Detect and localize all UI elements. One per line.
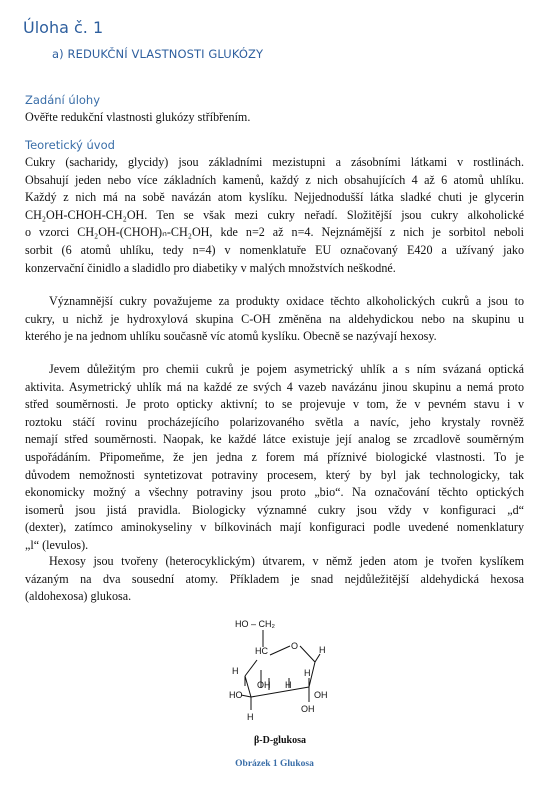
task-line: Ověřte redukční vlastnosti glukózy stříbřením.	[25, 110, 251, 124]
text-line: střed souměrnosti. Je proto opticky aktivní; to se projevuje v tom, že v pevném stavu i v	[25, 397, 524, 412]
text-line: nemají střed souměrnosti. Naopak, ke každé látce existuje její analog se zrcadlově souměrným	[25, 432, 524, 447]
structure-label: β-D-glukosa	[254, 735, 306, 746]
section-subtitle: a) REDUKČNÍ VLASTNOSTI GLUKÓZY	[52, 47, 264, 61]
theory-heading: Teoretický úvod	[25, 138, 115, 152]
text-line: uspořádáním. Připomeňme, že jen jedna z forem má příznivé biologické vlastnosti. To je	[25, 449, 524, 464]
text-line: Hexosy jsou tvořeny (heterocyklickým) útvarem, v němž jeden atom je tvořen kyslíkem	[49, 554, 524, 568]
text-line: konzervační činidlo a sladidlo pro diabetiky v malých množstvích neškodné.	[25, 260, 396, 275]
glucose-structure-figure	[225, 612, 335, 752]
task-heading: Zadání úlohy	[25, 93, 101, 107]
text-line: Významnější cukry považujeme za produkty oxidace těchto alkoholických cukrů a jsou to	[49, 294, 524, 308]
text-line: vázaným na dva sousední atomy. Příkladem je snad nejdůležitější aldehydická hexosa	[25, 571, 524, 586]
text-line: (aldohexosa) glukosa.	[25, 589, 132, 604]
atom-h-left: H	[232, 666, 239, 676]
theory-paragraph-4	[25, 553, 524, 606]
text-line: o vzorci CH₂OH-(CHOH)ₙ-CH₂OH, kde n=2 až n=4. Nejznámější z nich je sorbitol neboli	[25, 225, 524, 240]
atom-h-mid-right: H	[304, 668, 311, 678]
atom-hc: HC	[255, 646, 268, 656]
atom-oh-right: OH	[314, 690, 328, 700]
text-line: roztoku stáčí rovinu procházejícího polarizovaného světla a navíc, jeho krystaly rovněž	[25, 414, 524, 429]
atom-ho-ch2: HO – CH₂	[235, 619, 275, 629]
theory-paragraph-2	[25, 293, 524, 346]
text-line: Jevem důležitým pro chemii cukrů je pojem asymetrický uhlík a s ním svázaná optická	[49, 362, 524, 376]
atom-ho-left: HO	[229, 690, 243, 700]
text-line: isomerů jsou jistá pravidla. Biologicky významné cukry jsou vždy v konfiguraci „d“	[25, 502, 524, 517]
atom-h-bottom-left: H	[247, 712, 254, 722]
atom-h-top-right: H	[319, 645, 326, 655]
atom-h-inner: H	[285, 680, 292, 690]
atom-o-ring: O	[291, 641, 299, 651]
text-line: ekonomicky možný a všechny potraviny jsou proto „bio“. Na označování těchto optických	[25, 485, 524, 500]
text-line: „l“ (levulos).	[25, 537, 89, 552]
text-line: důvodem nemožnosti syntetizovat potraviny procesem, který by byl jak technologicky, tak	[25, 467, 524, 482]
text-line: sorbit (6 atomů uhlíku, tedy n=4) v nomenklatuře EU označovaný E420 a užívaný jako	[25, 242, 524, 257]
text-line: (dexter), zatímco aminokyseliny v bílkovinách mají konfiguraci podle uvedené nomenklatury	[25, 520, 524, 535]
text-line: Obsahují jeden nebo více základních kamenů, každý z nich obsahujících 4 až 6 atomů uhlíku.	[25, 172, 524, 187]
text-line: kterého je na jednom uhlíku současně víc atomů kyslíku. Obecně se nazývají hexosy.	[25, 329, 437, 344]
figure-caption: Obrázek 1 Glukosa	[235, 759, 314, 769]
atom-oh-bottom: OH	[301, 704, 315, 714]
text-line: Cukry (sacharidy, glycidy) jsou základními mezistupni a zásobními látkami v rostlinách.	[25, 155, 524, 169]
text-line: Každý z nich má na sobě navázán atom kyslíku. Nejjednodušší látka sladké chuti je glycerin	[25, 190, 524, 205]
text-line: CH₂OH-CHOH-CH₂OH. Ten se však mezi cukry neřadí. Složitější jsou cukry alkoholické	[25, 207, 524, 222]
task-text	[25, 109, 524, 127]
text-line: aktivita. Asymetrický uhlík má na každé ze svých 4 vazeb navázánu jinou skupinu a nemá proto	[25, 379, 524, 394]
atom-oh-mid-left: OH	[257, 680, 271, 690]
text-line: cukry, u nichž je hydroxylová skupina C-OH změněna na aldehydickou nebo na skupinu u	[25, 311, 524, 326]
theory-paragraph-3	[25, 361, 524, 555]
theory-paragraph-1	[25, 154, 524, 277]
page-title: Úloha č. 1	[23, 18, 104, 37]
